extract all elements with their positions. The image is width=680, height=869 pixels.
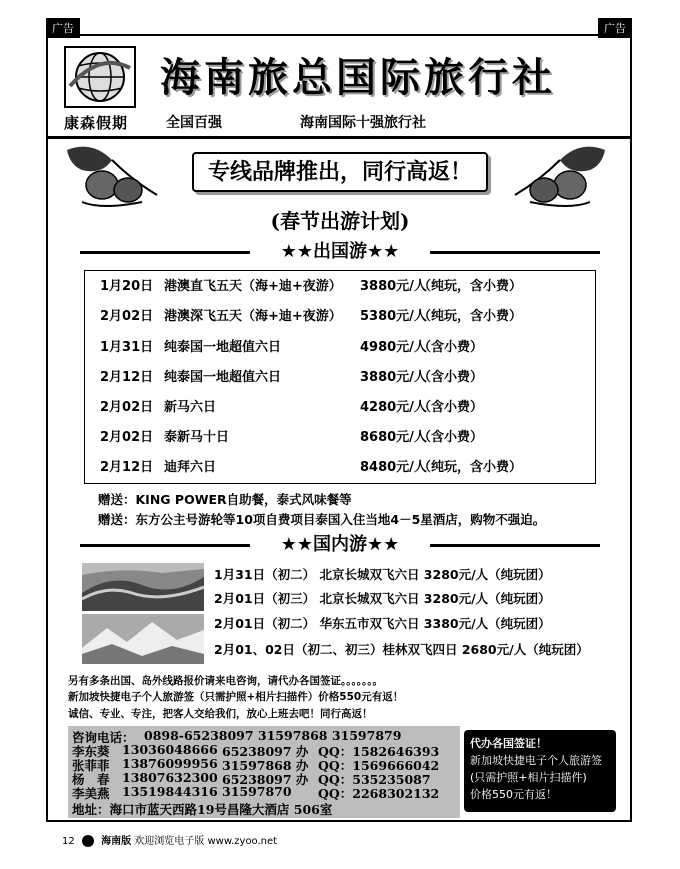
- plan-title: (春节出游计划): [270, 209, 410, 233]
- contact-name: 张菲菲: [72, 758, 110, 773]
- hotline-label: 咨询电话：: [72, 730, 135, 745]
- contact-name: 李东葵: [72, 744, 110, 759]
- trip-route: 港澳深飞五天（海+迪+夜游）: [164, 309, 342, 324]
- trip-note: （含小费）: [418, 400, 484, 415]
- contact-mobile: 13807632300: [122, 770, 218, 785]
- globe-logo-icon: [64, 46, 136, 108]
- trip-route: 纯泰国一地超值六日: [164, 370, 282, 385]
- edition-name: 海南版: [101, 836, 132, 847]
- trip-route: 新马六日: [164, 400, 217, 415]
- trip-note: （含小费）: [418, 430, 484, 445]
- page-footer: [62, 832, 277, 847]
- contact-mobile: 13876099956: [122, 756, 218, 771]
- trip-note: （纯玩，含小费）: [418, 460, 523, 475]
- trip-price: 5380元/人: [360, 309, 427, 324]
- contact-qq: QQ：535235087: [318, 772, 431, 787]
- contact-mobile: 13036048666: [122, 742, 218, 757]
- snow-mountain-photo: [82, 614, 204, 664]
- contact-office: 65238097 办: [222, 772, 309, 787]
- note-line: 新加坡快捷电子个人旅游签（只需护照+相片扫描件）价格550元有返！: [68, 691, 404, 703]
- domestic-trip-row: 1月31日（初二） 北京长城双飞六日 3280元/人（纯玩团）: [214, 567, 551, 582]
- ad-tag-right: 广告: [598, 18, 632, 38]
- trip-price: 3880元/人: [360, 370, 427, 385]
- trip-price: 8680元/人: [360, 430, 427, 445]
- trip-price: 8480元/人: [360, 460, 427, 475]
- trip-price: 3880元/人: [360, 279, 427, 294]
- trip-date: 1月31日: [100, 340, 154, 355]
- trip-row: [100, 458, 600, 478]
- domestic-heading: [80, 533, 600, 557]
- trip-row: [100, 277, 600, 297]
- trip-row: [100, 307, 600, 327]
- domestic-heading-label: ★★国内游★★: [280, 534, 400, 555]
- trip-price: 4280元/人: [360, 400, 427, 415]
- contact-mobile: 13519844316: [122, 784, 218, 799]
- slogan-box: 专线品牌推出，同行高返！: [192, 152, 488, 192]
- domestic-trip-row: 2月01、02日（初二、初三）桂林双飞四日 2680元/人（纯玩团）: [214, 642, 589, 657]
- brand-name: 康森假期: [64, 114, 129, 132]
- page-number: 12: [62, 836, 75, 847]
- contact-name: 李美燕: [72, 786, 110, 801]
- trip-row: [100, 428, 600, 448]
- trip-date: 2月12日: [100, 370, 154, 385]
- trip-date: 2月02日: [100, 309, 154, 324]
- trip-row: [100, 398, 600, 418]
- visa-line: 代办各国签证！: [470, 737, 547, 750]
- lantern-flower-icon: [62, 140, 162, 210]
- trip-route: 港澳直飞五天（海+迪+夜游）: [164, 279, 342, 294]
- trip-note: （含小费）: [418, 340, 484, 355]
- trip-note: （纯玩，含小费）: [418, 309, 523, 324]
- header-divider: [48, 136, 632, 139]
- contact-office: 31597868 办: [222, 758, 309, 773]
- trip-route: 泰新马十日: [164, 430, 230, 445]
- outbound-heading-label: ★★出国游★★: [280, 241, 400, 262]
- contact-office: 31597870: [222, 784, 292, 799]
- tagline-top10: 海南国际十强旅行社: [300, 115, 426, 131]
- trip-route: 纯泰国一地超值六日: [164, 340, 282, 355]
- trip-date: 2月02日: [100, 400, 154, 415]
- note-line: 诚信、专业、专注，把客人交给我们，放心上班去吧！同行高返！: [68, 708, 373, 720]
- tagline-top100: 全国百强: [166, 115, 222, 131]
- gift-line: 赠送：KING POWER自助餐，泰式风味餐等: [98, 492, 352, 507]
- visa-line: 价格550元有返！: [470, 788, 557, 801]
- trip-date: 2月12日: [100, 460, 154, 475]
- visa-box: [464, 730, 616, 812]
- gift-line: 赠送：东方公主号游轮等10项自费项目泰国入住当地4－5星酒店，购物不强迫。: [98, 512, 546, 527]
- outbound-heading: [80, 240, 600, 264]
- ad-tag-left: 广告: [46, 18, 80, 38]
- agency-title: 海南旅总国际旅行社: [160, 55, 556, 101]
- edition-logo-icon: [82, 835, 94, 847]
- trip-row: [100, 338, 600, 358]
- contact-qq: QQ：1569666042: [318, 758, 440, 773]
- trip-date: 2月02日: [100, 430, 154, 445]
- great-wall-photo: [82, 563, 204, 611]
- hotline-numbers: 0898-65238097 31597868 31597879: [144, 728, 402, 743]
- footer-url-text: 欢迎浏览电子版 www.zyoo.net: [134, 836, 278, 847]
- trip-note: （纯玩，含小费）: [418, 279, 523, 294]
- contact-name: 杨 春: [72, 772, 110, 787]
- lantern-flower-icon: [510, 140, 610, 210]
- trip-route: 迪拜六日: [164, 460, 217, 475]
- domestic-trip-row: 2月01日（初三） 北京长城双飞六日 3280元/人（纯玩团）: [214, 591, 551, 606]
- address: 地址：海口市蓝天西路19号昌隆大酒店 506室: [72, 802, 333, 817]
- trip-row: [100, 368, 600, 388]
- visa-line: (只需护照+相片扫描件): [470, 771, 587, 784]
- trip-price: 4980元/人: [360, 340, 427, 355]
- visa-line: 新加坡快捷电子个人旅游签: [470, 754, 602, 767]
- trip-note: （含小费）: [418, 370, 484, 385]
- contact-qq: QQ：1582646393: [318, 744, 440, 759]
- trip-date: 1月20日: [100, 279, 154, 294]
- contact-office: 65238097 办: [222, 744, 309, 759]
- contact-qq: QQ：2268302132: [318, 786, 440, 801]
- note-line: 另有多条出国、岛外线路报价请来电咨询，请代办各国签证。。。。。。。: [68, 675, 383, 687]
- domestic-trip-row: 2月01日（初二） 华东五市双飞六日 3380元/人（纯玩团）: [214, 616, 551, 631]
